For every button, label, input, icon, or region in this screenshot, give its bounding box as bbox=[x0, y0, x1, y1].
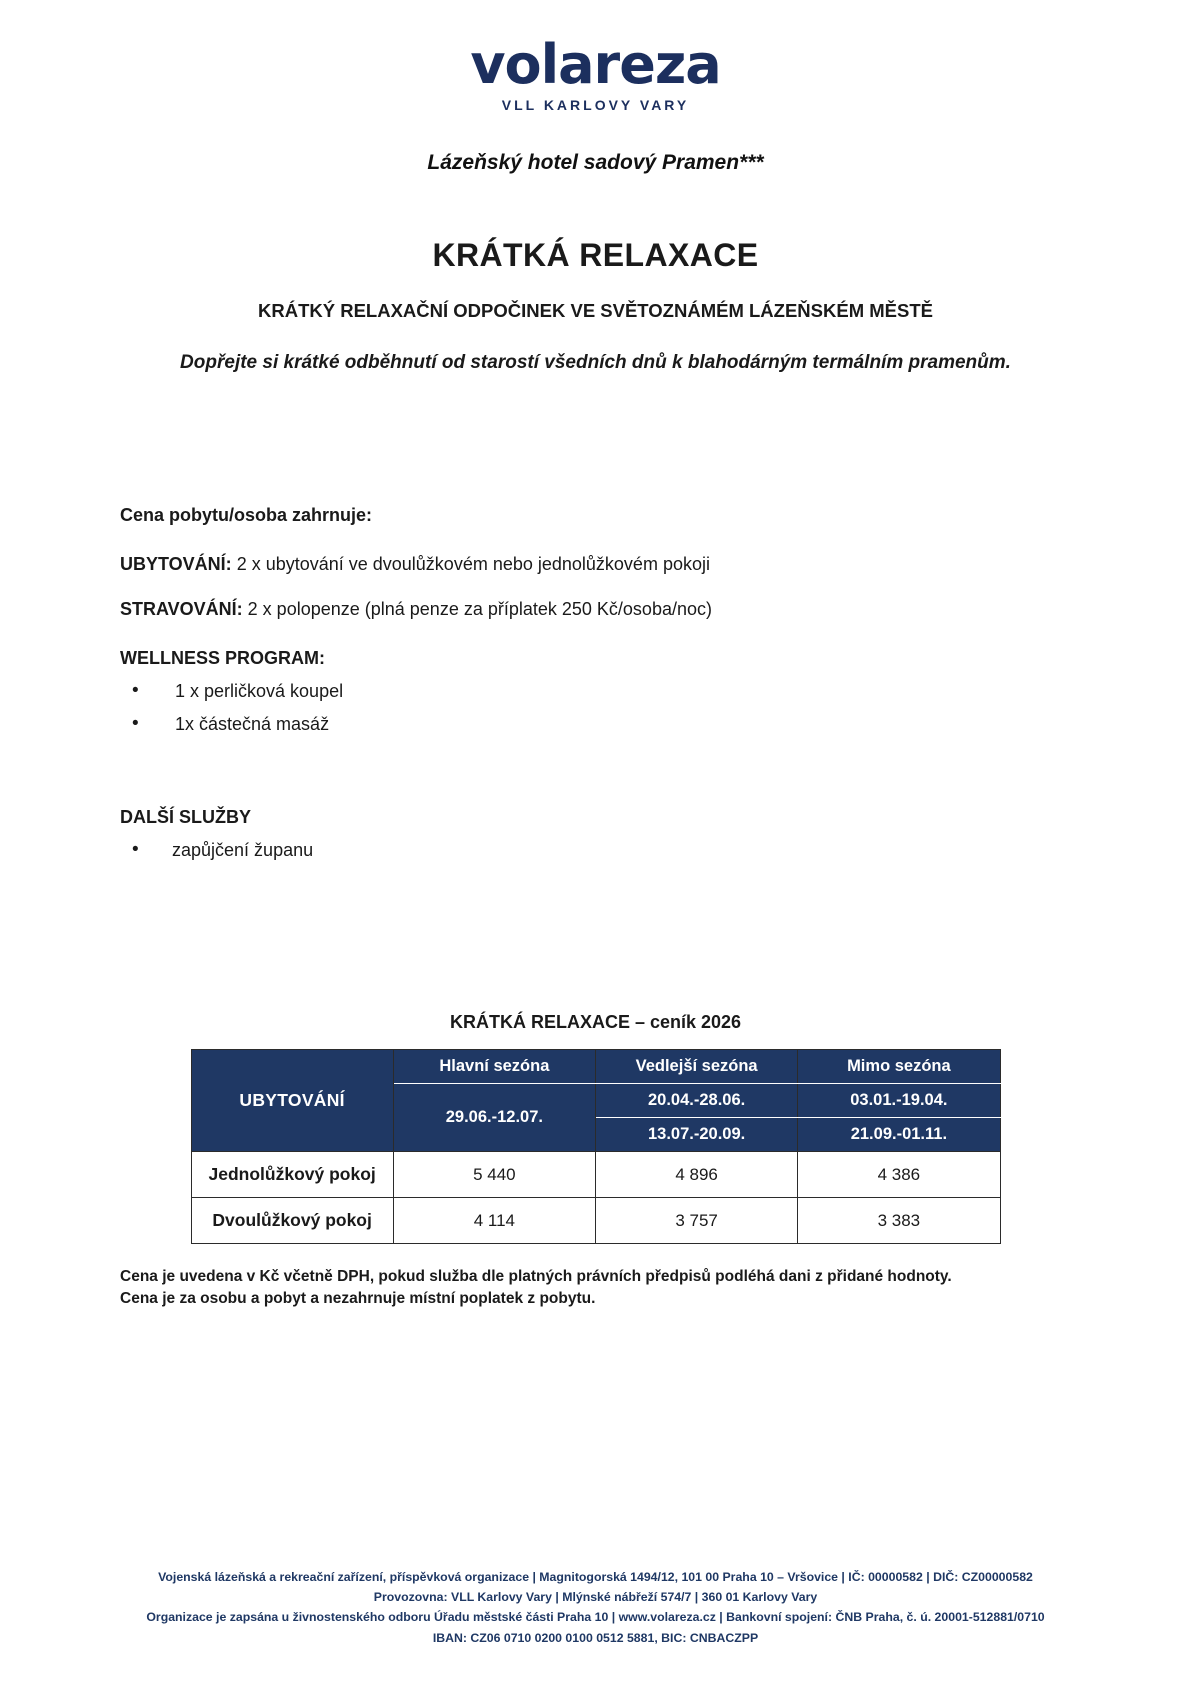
footer-line-4: IBAN: CZ06 0710 0200 0100 0512 5881, BIC: CNBACZPP bbox=[432, 1630, 759, 1645]
column-header-off-season: Mimo sezóna bbox=[798, 1050, 1000, 1084]
accommodation-text: 2 x ubytování ve dvoulůžkovém nebo jednolůžkovém pokoji bbox=[231, 554, 710, 574]
table-row bbox=[191, 1198, 1000, 1244]
logo-wordmark: volareza bbox=[470, 33, 721, 96]
spacer bbox=[120, 738, 1096, 782]
footer-line-3: Organizace je zapsána u živnostenského odboru Úřadu městské části Praha 10 | www.volareza.cz | Bankovní spojení: ČNB Praha, č. ú. 20001-512881/0710 bbox=[146, 1610, 1045, 1625]
price-single-mid: 4 896 bbox=[596, 1152, 798, 1198]
wellness-title: WELLNESS PROGRAM: bbox=[120, 648, 325, 668]
price-double-mid: 3 757 bbox=[596, 1198, 798, 1244]
list-item: • 1 x perličková koupel bbox=[120, 678, 1096, 705]
price-single-off: 4 386 bbox=[798, 1152, 1000, 1198]
column-header-mid-season: Vedlejší sezóna bbox=[596, 1050, 798, 1084]
hotel-name: Lázeňský hotel sadový Pramen*** bbox=[427, 151, 764, 174]
table-header-row bbox=[191, 1050, 1000, 1084]
price-note-line-2: Cena je za osobu a pobyt a nezahrnuje místní poplatek z pobytu. bbox=[120, 1290, 596, 1308]
dates-high-season: 29.06.-12.07. bbox=[393, 1084, 595, 1152]
accommodation-label: UBYTOVÁNÍ: bbox=[120, 554, 232, 574]
dates-mid-season-2: 13.07.-20.09. bbox=[596, 1118, 798, 1152]
services-title: DALŠÍ SLUŽBY bbox=[120, 807, 252, 827]
price-note bbox=[95, 1266, 1096, 1311]
page-subtitle: KRÁTKÝ RELAXAČNÍ ODPOČINEK VE SVĚTOZNÁMÉM LÁZEŇSKÉM MĚSTĚ bbox=[258, 300, 933, 321]
dates-off-season-1: 03.01.-19.04. bbox=[798, 1084, 1000, 1118]
price-includes-title: Cena pobytu/osoba zahrnuje: bbox=[120, 505, 373, 525]
price-table bbox=[191, 1049, 1001, 1244]
table-corner-header: UBYTOVÁNÍ bbox=[191, 1050, 393, 1152]
page-title: KRÁTKÁ RELAXACE bbox=[432, 237, 759, 273]
board-line bbox=[120, 596, 1096, 623]
column-header-high-season: Hlavní sezóna bbox=[393, 1050, 595, 1084]
logo-subtitle: VLL KARLOVY VARY bbox=[501, 97, 690, 113]
package-content bbox=[95, 502, 1096, 864]
price-table-title: KRÁTKÁ RELAXACE – ceník 2026 bbox=[449, 1012, 742, 1032]
board-label: STRAVOVÁNÍ: bbox=[120, 599, 243, 619]
price-note-line-1: Cena je uvedena v Kč včetně DPH, pokud služba dle platných právních předpisů podléhá dani z přidané hodnoty. bbox=[120, 1268, 952, 1285]
price-double-off: 3 383 bbox=[798, 1198, 1000, 1244]
services-list bbox=[120, 837, 1096, 864]
dates-mid-season-1: 20.04.-28.06. bbox=[596, 1084, 798, 1118]
lead-paragraph: Dopřejte si krátké odběhnutí od starostí všedních dnů k blahodárným termálním pramenům. bbox=[180, 352, 1011, 373]
list-item: • 1x částečná masáž bbox=[120, 711, 1096, 738]
wellness-list bbox=[120, 678, 1096, 738]
footer-line-1: Vojenská lázeňská a rekreační zařízení, příspěvková organizace | Magnitogorská 1494/12, 101 00 Praha 10 – Vršovice | IČ: 00000582 | DIČ: CZ00000582 bbox=[158, 1569, 1033, 1584]
price-double-high: 4 114 bbox=[393, 1198, 595, 1244]
price-single-high: 5 440 bbox=[393, 1152, 595, 1198]
table-row bbox=[191, 1152, 1000, 1198]
footer-line-2: Provozovna: VLL Karlovy Vary | Mlýnské nábřeží 574/7 | 360 01 Karlovy Vary bbox=[373, 1590, 818, 1605]
board-text: 2 x polopenze (plná penze za příplatek 250 Kč/osoba/noc) bbox=[242, 599, 712, 619]
row-label-double-room: Dvoulůžkový pokoj bbox=[191, 1198, 393, 1244]
document-footer bbox=[0, 1567, 1191, 1648]
list-item: • zapůjčení županu bbox=[120, 837, 1096, 864]
dates-off-season-2: 21.09.-01.11. bbox=[798, 1118, 1000, 1152]
brand-logo bbox=[95, 33, 1096, 113]
row-label-single-room: Jednolůžkový pokoj bbox=[191, 1152, 393, 1198]
accommodation-line bbox=[120, 551, 1096, 578]
